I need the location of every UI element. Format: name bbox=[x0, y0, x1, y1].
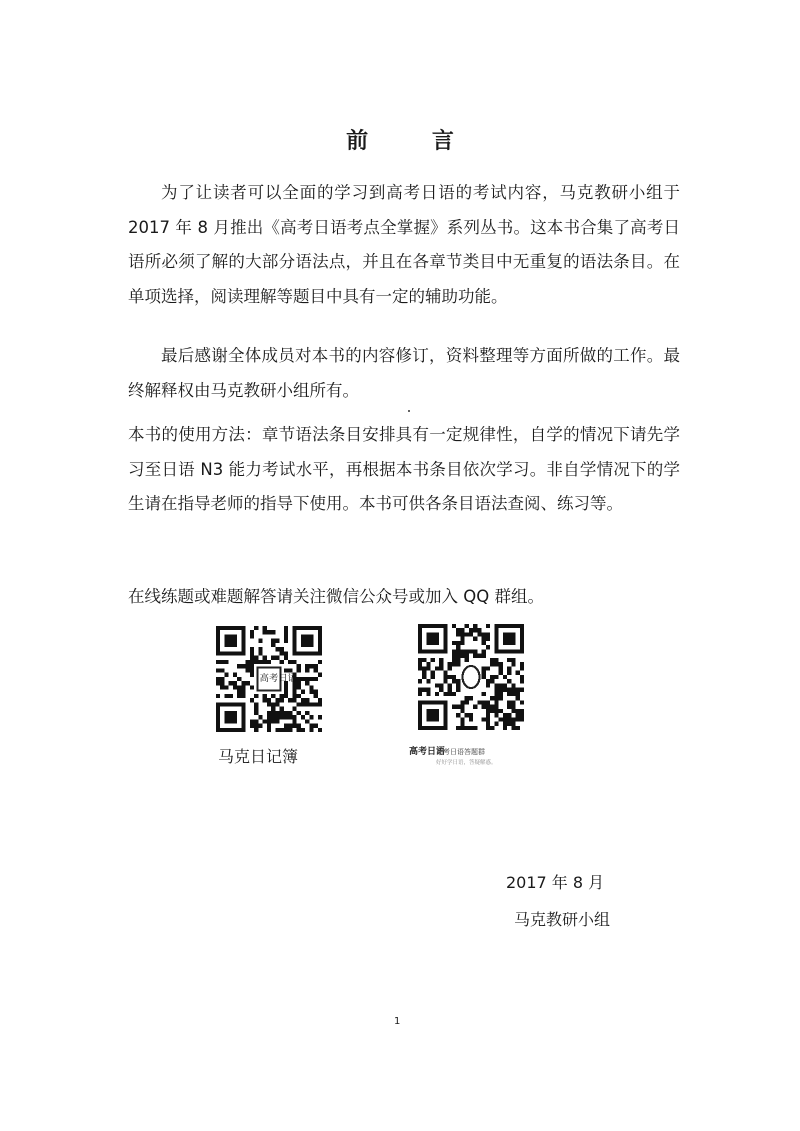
brand-tagline: 好好学日语，答疑解惑。 bbox=[436, 760, 497, 766]
brand-logo-char: 高考日语 bbox=[409, 747, 446, 757]
brand-logo-icon bbox=[408, 744, 446, 768]
qq-group-brand bbox=[408, 744, 538, 772]
svg-text:高考日语: 高考日语 bbox=[259, 673, 297, 685]
document-author: 马克教研小组 bbox=[514, 910, 611, 929]
document-date: 2017 年 8 月 bbox=[506, 873, 605, 892]
intro-paragraph: 为了让读者可以全面的学习到高考日语的考试内容，马克教研小组于 2017 年 8 月推出《高考日语考点全掌握》系列丛书。这本书合集了高考日语所必须了解的大部分语法点，并且在各章节类目中无重复的语法条目。在单项选择，阅读理解等题目中具有一定的辅助功能。 bbox=[128, 183, 680, 306]
usage-paragraph: 本书的使用方法：章节语法条目安排具有一定规律性，自学的情况下请先学习至日语 N3 能力考试水平，再根据本书条目依次学习。非自学情况下的学生请在指导老师的指导下使用。本书可供各条目语法查阅、练习等。 bbox=[128, 425, 680, 513]
contact-paragraph: 在线练题或难题解答请关注微信公众号或加入 QQ 群组。 bbox=[128, 587, 544, 606]
qq-group-qr-code bbox=[418, 624, 524, 730]
page-title: 前 言 bbox=[346, 129, 482, 154]
wechat-qr-code bbox=[216, 626, 322, 732]
brand-name: 高考日语答题群 bbox=[436, 748, 485, 756]
wechat-account-caption: 马克日记簿 bbox=[218, 747, 299, 766]
page-number: 1 bbox=[394, 1016, 401, 1027]
scan-speck bbox=[408, 410, 410, 412]
thanks-paragraph: 最后感谢全体成员对本书的内容修订，资料整理等方面所做的工作。最终解释权由马克教研小组所有。 bbox=[128, 346, 680, 400]
